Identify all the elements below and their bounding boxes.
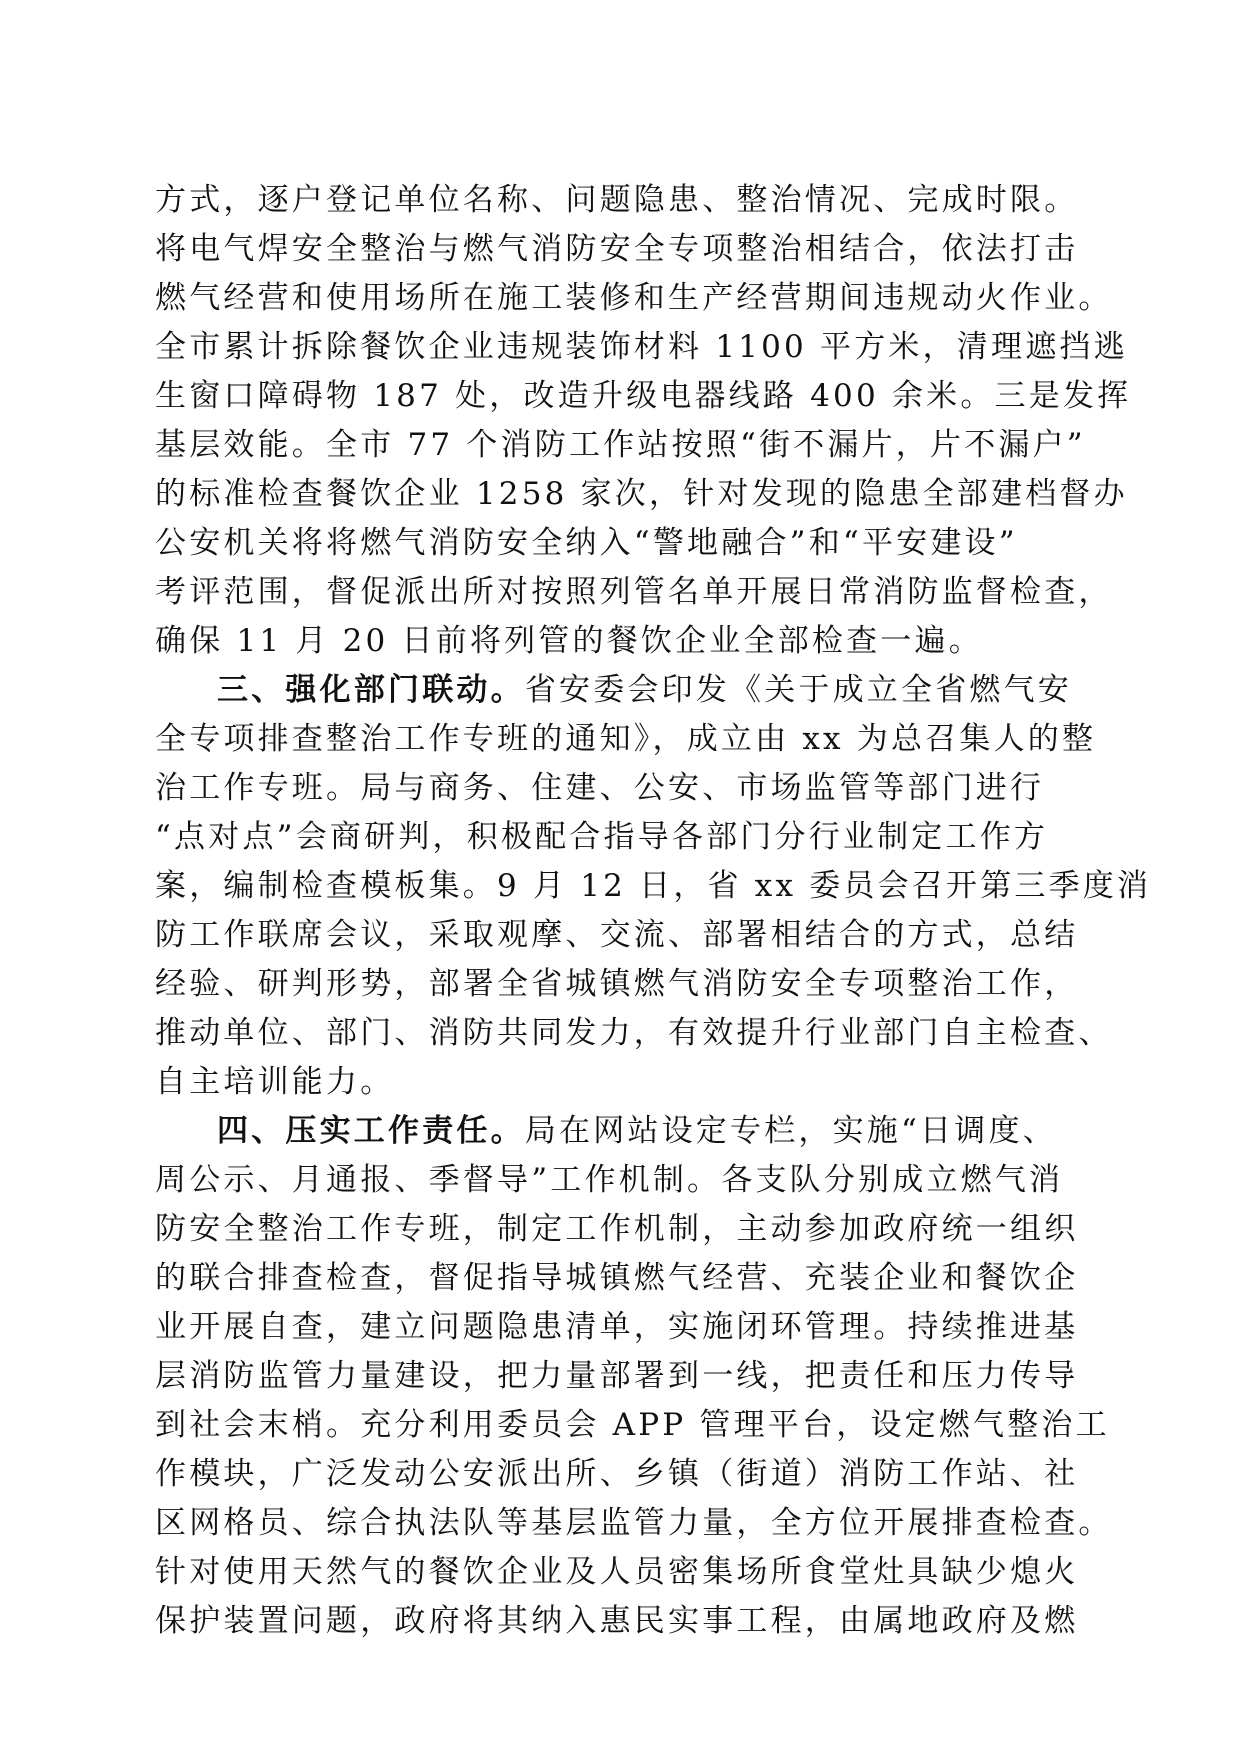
text-line: 到社会末梢。充分利用委员会 APP 管理平台，设定燃气整治工 [155,1407,1110,1443]
section-four-paragraph [155,1107,1113,1646]
section-first-line-text: 局在网站设定专栏，实施“日调度、 [524,1113,1057,1149]
text-line: 经验、研判形势，部署全省城镇燃气消防安全专项整治工作， [155,966,1079,1002]
text-line: 业开展自查，建立问题隐患清单，实施闭环管理。持续推进基 [155,1309,1079,1345]
paragraph-continuation [155,176,1132,666]
text-line: 的联合排查检查，督促指导城镇燃气经营、充装企业和餐饮企 [155,1260,1079,1296]
text-line: “点对点”会商研判，积极配合指导各部门分行业制定工作方 [155,819,1049,855]
text-line: 自主培训能力。 [155,1064,395,1100]
text-line: 案，编制检查模板集。9 月 12 日，省 xx 委员会召开第三季度消 [155,868,1152,904]
text-line: 防安全整治工作专班，制定工作机制，主动参加政府统一组织 [155,1211,1079,1247]
text-line: 方式，逐户登记单位名称、问题隐患、整治情况、完成时限。 [155,182,1079,218]
section-first-line [155,666,1100,715]
text-line: 全市累计拆除餐饮企业违规装饰材料 1100 平方米，清理遮挡逃 [155,329,1128,365]
text-line: 生窗口障碍物 187 处，改造升级电器线路 400 余米。三是发挥 [155,378,1132,414]
text-line: 将电气焊安全整治与燃气消防安全专项整治相结合，依法打击 [155,231,1079,267]
text-line: 治工作专班。局与商务、住建、公安、市场监管等部门进行 [155,770,1045,806]
text-line: 全专项排查整治工作专班的通知》，成立由 xx 为总召集人的整 [155,721,1097,757]
text-line: 燃气经营和使用场所在施工装修和生产经营期间违规动火作业。 [155,280,1113,316]
text-line: 作模块，广泛发动公安派出所、乡镇（街道）消防工作站、社 [155,1456,1079,1492]
text-line: 针对使用天然气的餐饮企业及人员密集场所食堂灶具缺少熄火 [155,1554,1079,1590]
text-line: 区网格员、综合执法队等基层监管力量，全方位开展排查检查。 [155,1505,1113,1541]
section-heading: 三、强化部门联动。 [217,672,525,708]
text-line: 防工作联席会议，采取观摩、交流、部署相结合的方式，总结 [155,917,1079,953]
section-three-paragraph [155,666,1152,1107]
text-line: 公安机关将将燃气消防安全纳入“警地融合”和“平安建设” [155,525,1018,561]
section-heading: 四、压实工作责任。 [217,1113,525,1149]
text-line: 考评范围，督促派出所对按照列管名单开展日常消防监督检查， [155,574,1113,610]
text-line: 基层效能。全市 77 个消防工作站按照“街不漏片，片不漏户” [155,427,1086,463]
text-line: 的标准检查餐饮企业 1258 家次，针对发现的隐患全部建档督办 [155,476,1128,512]
text-line: 确保 11 月 20 日前将列管的餐饮企业全部检查一遍。 [155,623,983,659]
text-line: 推动单位、部门、消防共同发力，有效提升行业部门自主检查、 [155,1015,1113,1051]
section-first-line [155,1107,1100,1156]
text-line: 层消防监管力量建设，把力量部署到一线，把责任和压力传导 [155,1358,1079,1394]
document-page [155,176,1152,1646]
text-line: 保护装置问题，政府将其纳入惠民实事工程，由属地政府及燃 [155,1603,1079,1639]
section-first-line-text: 省安委会印发《关于成立全省燃气安 [524,672,1073,708]
text-line: 周公示、月通报、季督导”工作机制。各支队分别成立燃气消 [155,1162,1064,1198]
